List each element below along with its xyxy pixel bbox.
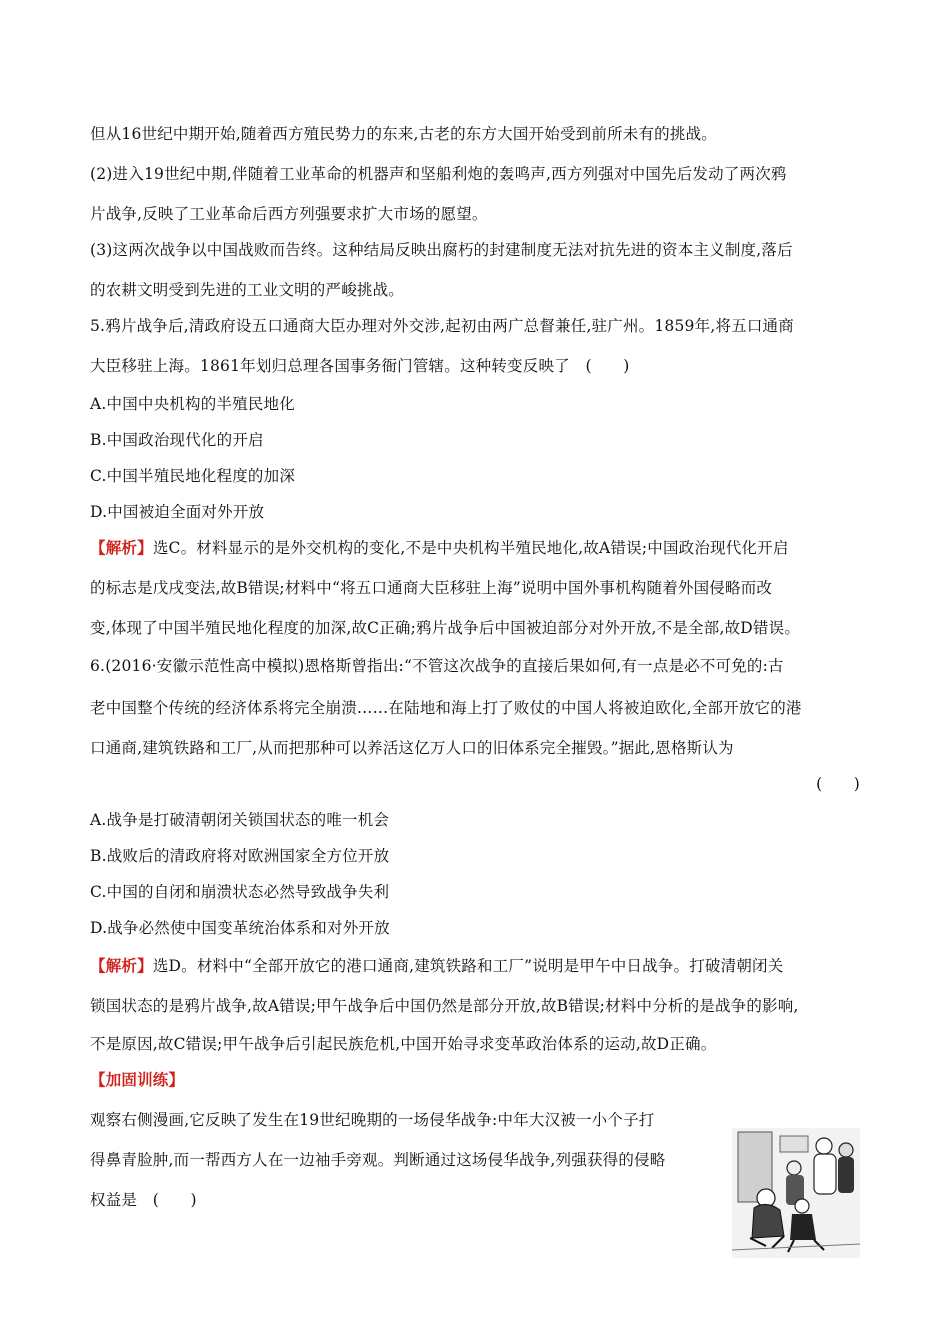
intro-paragraph: 但从16世纪中期开始,随着西方殖民势力的东来,古老的东方大国开始受到前所未有的挑战。: [90, 125, 717, 143]
question-5-analysis-line-1: [90, 538, 860, 558]
question-6-analysis-line-1: [90, 956, 860, 976]
question-5-option-c: C.中国半殖民地化程度的加深: [90, 467, 296, 485]
question-6-analysis-line-2: 锁国状态的是鸦片战争,故A错误;甲午战争后中国仍然是部分开放,故B错误;材料中分析的是战争的影响,: [90, 997, 799, 1015]
question-5-analysis-line-2: 的标志是戊戌变法,故B错误;材料中“将五口通商大臣移驻上海”说明中国外事机构随着外国侵略而改: [90, 579, 773, 597]
question-6-line-1: 6.(2016·安徽示范性高中模拟)恩格斯曾指出:“不管这次战争的直接后果如何,有一点是必不可免的:古: [90, 657, 784, 675]
practice-line-2: 得鼻青脸肿,而一帮西方人在一边袖手旁观。判断通过这场侵华战争,列强获得的侵略: [90, 1151, 666, 1169]
question-5-option-b: B.中国政治现代化的开启: [90, 431, 264, 449]
practice-heading: 【加固训练】: [90, 1070, 185, 1089]
question-5-line-2: 大臣移驻上海。1861年划归总理各国事务衙门管辖。这种转变反映了 ( ): [90, 357, 630, 375]
question-6-line-2: 老中国整个传统的经济体系将完全崩溃……在陆地和海上打了败仗的中国人将被迫欧化,全部开放它的港: [90, 699, 802, 717]
answer-parentheses: ( ): [816, 775, 860, 793]
question-5-option-d: D.中国被迫全面对外开放: [90, 503, 265, 521]
analysis-text: 选C。材料显示的是外交机构的变化,不是中央机构半殖民地化,故A错误;中国政治现代化开启: [152, 539, 789, 557]
analysis-tag: 【解析】: [90, 956, 153, 975]
question-6-option-b: B.战败后的清政府将对欧洲国家全方位开放: [90, 847, 390, 865]
question-6-option-d: D.战争必然使中国变革统治体系和对外开放: [90, 919, 390, 937]
question-5-option-a: A.中国中央机构的半殖民地化: [90, 395, 295, 413]
political-cartoon-image: [732, 1128, 860, 1258]
point-3-line-2: 的农耕文明受到先进的工业文明的严峻挑战。: [90, 281, 405, 299]
practice-line-1: 观察右侧漫画,它反映了发生在19世纪晚期的一场侵华战争:中年大汉被一小个子打: [90, 1111, 655, 1129]
point-3-line-1: (3)这两次战争以中国战败而告终。这种结局反映出腐朽的封建制度无法对抗先进的资本主义制度,落后: [90, 241, 793, 259]
question-5-analysis-line-3: 变,体现了中国半殖民地化程度的加深,故C正确;鸦片战争后中国被迫部分对外开放,不是全部,故D错误。: [90, 619, 801, 637]
question-6-option-c: C.中国的自闭和崩溃状态必然导致战争失利: [90, 883, 390, 901]
analysis-tag: 【解析】: [90, 538, 153, 557]
question-6-line-3: 口通商,建筑铁路和工厂,从而把那种可以养活这亿万人口的旧体系完全摧毁。”据此,恩格斯认为: [90, 739, 734, 757]
practice-line-3: 权益是 ( ): [90, 1191, 197, 1209]
analysis-text: 选D。材料中“全部开放它的港口通商,建筑铁路和工厂”说明是甲午中日战争。打破清朝闭关: [152, 957, 784, 975]
question-6-analysis-line-3: 不是原因,故C错误;甲午战争后引起民族危机,中国开始寻求变革政治体系的运动,故D正确。: [90, 1035, 717, 1053]
question-5-line-1: 5.鸦片战争后,清政府设五口通商大臣办理对外交涉,起初由两广总督兼任,驻广州。1859年,将五口通商: [90, 317, 794, 335]
point-2-line-1: (2)进入19世纪中期,伴随着工业革命的机器声和坚船利炮的轰鸣声,西方列强对中国先后发动了两次鸦: [90, 165, 787, 183]
question-6-option-a: A.战争是打破清朝闭关锁国状态的唯一机会: [90, 811, 390, 829]
point-2-line-2: 片战争,反映了工业革命后西方列强要求扩大市场的愿望。: [90, 205, 488, 223]
